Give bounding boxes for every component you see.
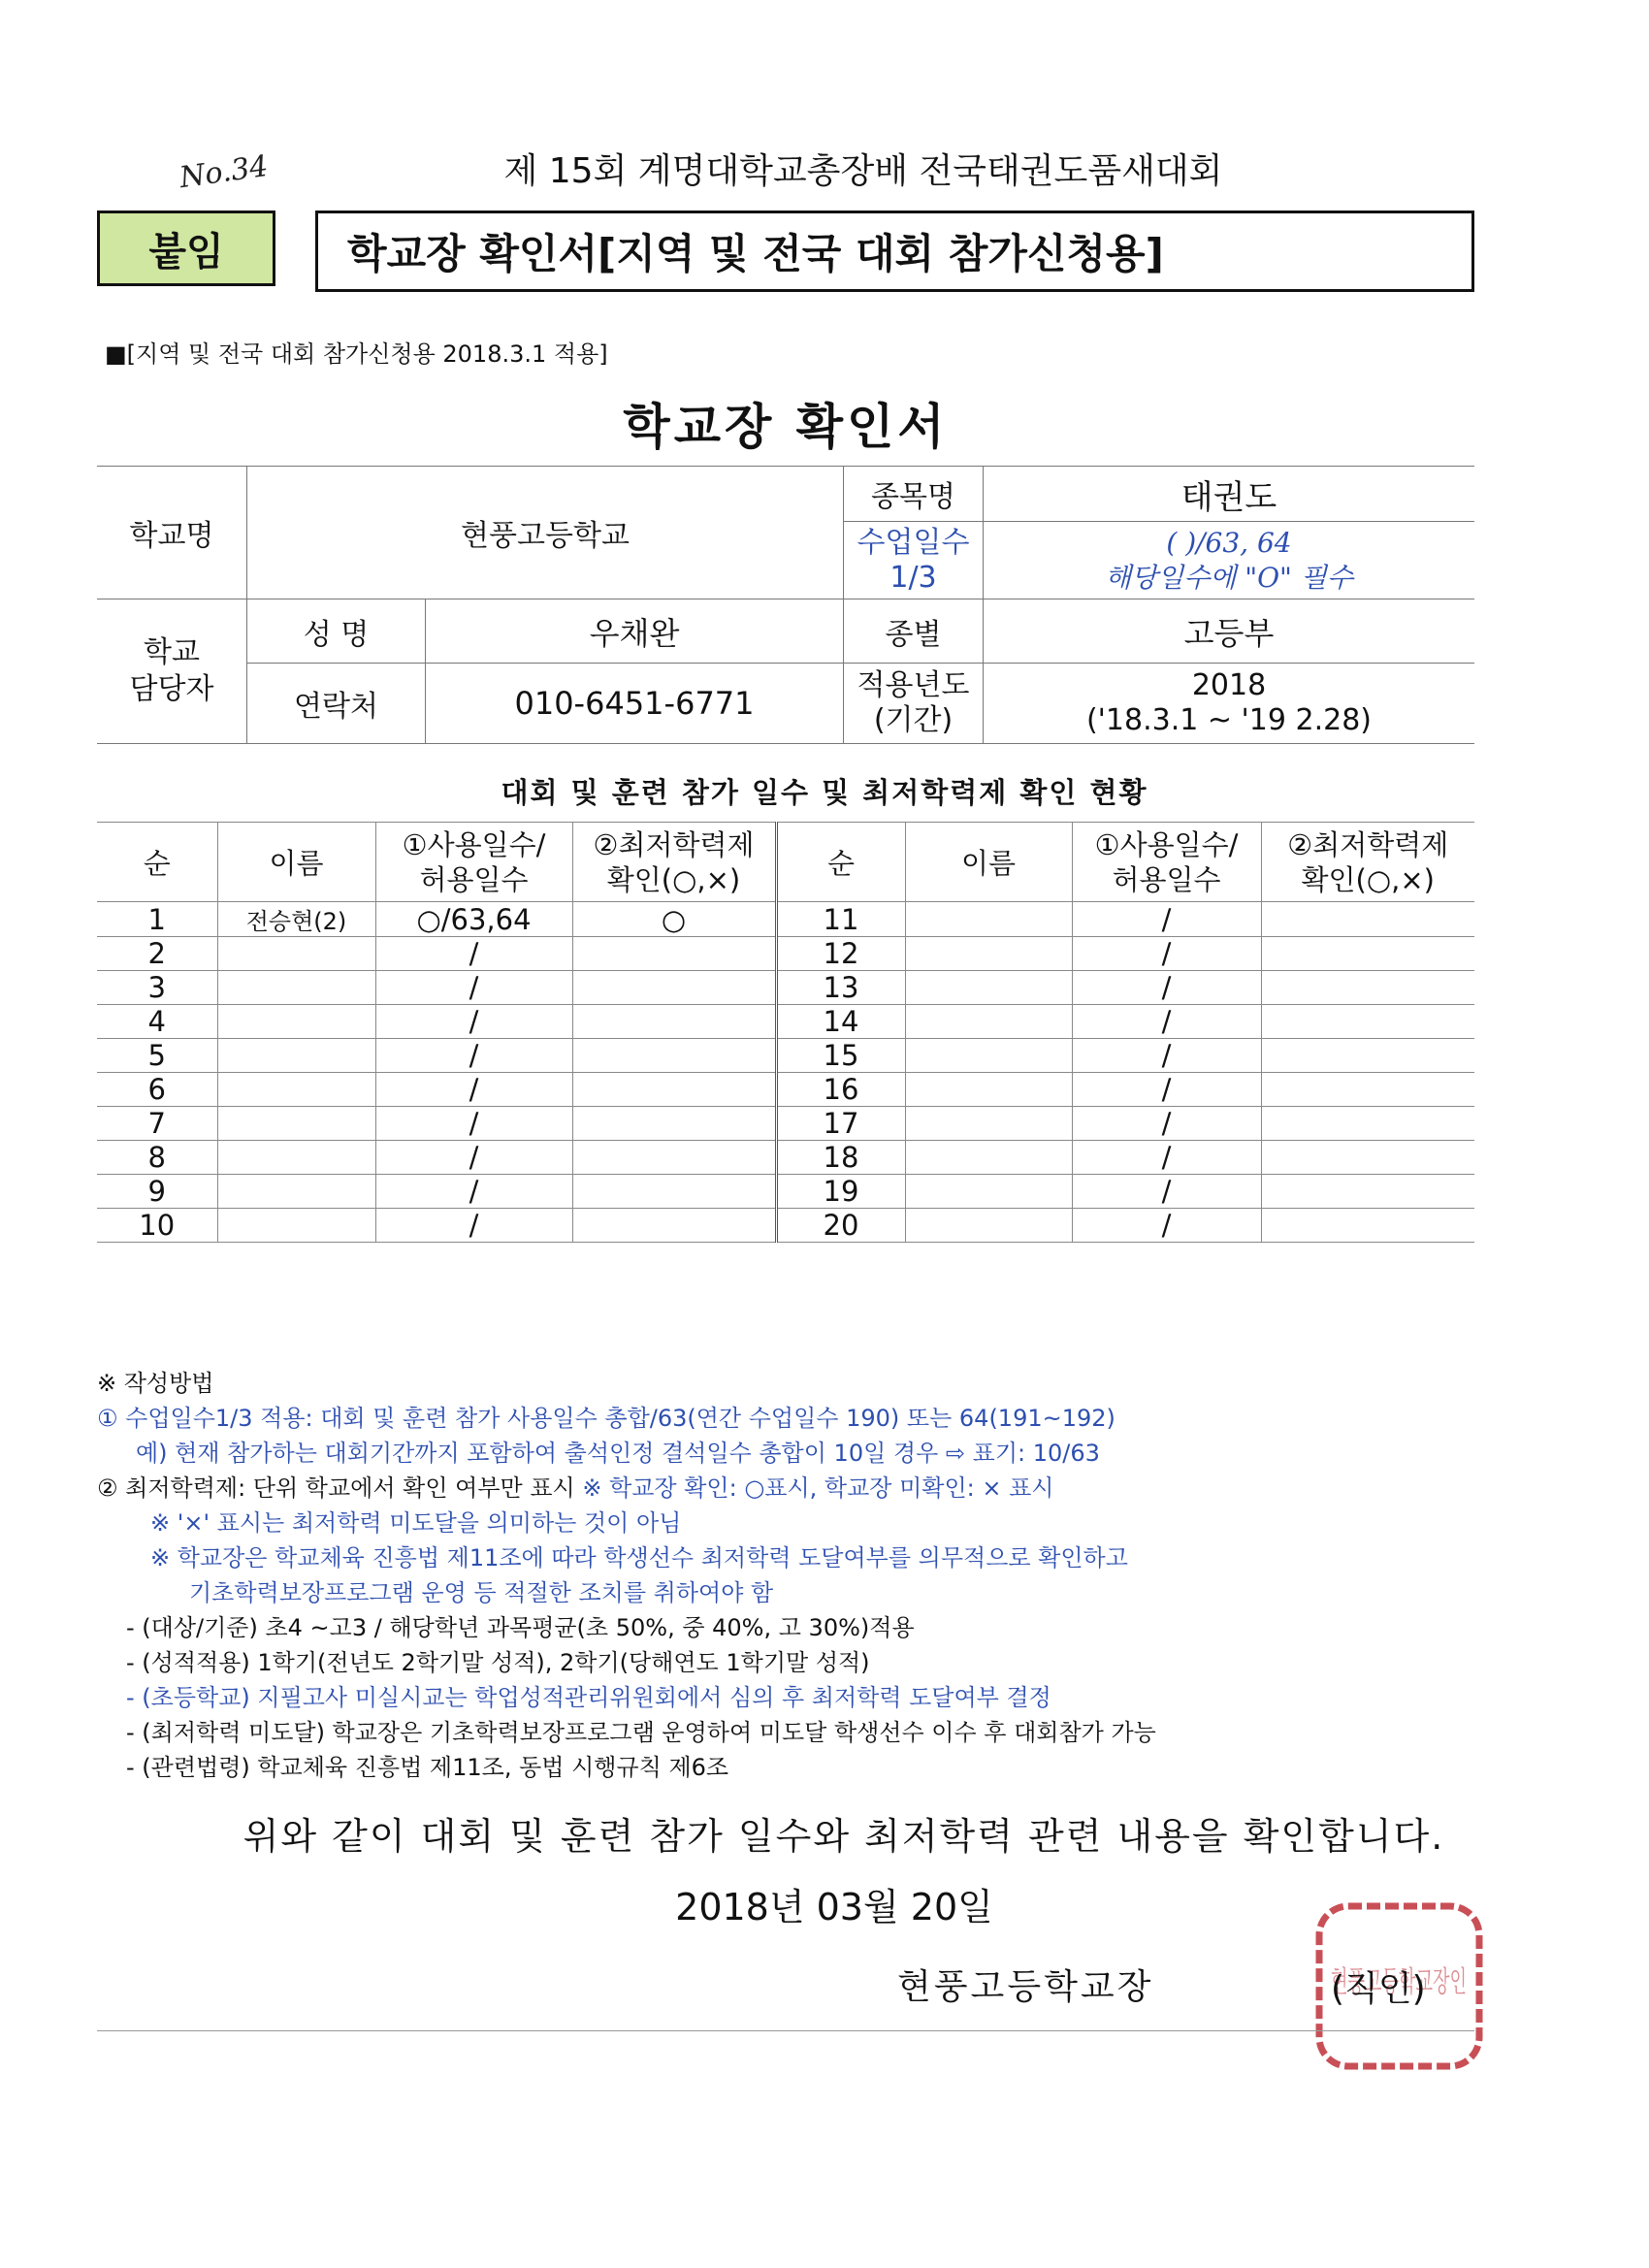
guide-note-1a: ① 수업일수1/3 적용: 대회 및 훈련 참가 사용일수 총합/63(연간 수업일수 190) 또는 64(191~192) [97,1405,1116,1432]
cell-name [905,1107,1072,1141]
category-value: 고등부 [984,599,1475,664]
cell-days: / [375,1141,572,1175]
cell-days: / [1072,1107,1261,1141]
cell-check [572,937,776,971]
cell-days: / [375,971,572,1005]
table-header-row [97,823,1474,902]
year-label: 적용년도 (기간) [844,664,984,744]
cell-name [217,1073,375,1107]
cell-name [905,1039,1072,1073]
cell-check: ○ [572,902,776,937]
info-table [97,466,1474,744]
cell-no: 19 [776,1175,905,1209]
cell-days: / [1072,937,1261,971]
cell-days: / [1072,902,1261,937]
name-value: 우채완 [589,614,680,652]
header-name: 이름 [217,823,375,902]
cell-days: / [375,1175,572,1209]
cell-days: / [1072,1175,1261,1209]
header-days: ①사용일수/ 허용일수 [1072,823,1261,902]
table-row [97,937,1474,971]
cell-name [905,1175,1072,1209]
seal-label: (직인) [1331,1969,1426,2009]
cell-no: 12 [776,937,905,971]
cell-check [1261,902,1474,937]
cell-no: 3 [97,971,217,1005]
guide-heading: ※ 작성방법 [97,1370,214,1397]
cell-days: / [375,1209,572,1243]
cell-name [217,1141,375,1175]
guide-note-2a: ② 최저학력제: 단위 학교에서 확인 여부만 표시 ※ 학교장 확인: ○표시, 학교장 미확인: × 표시 [97,1474,1054,1502]
cell-name [905,1209,1072,1243]
cell-check [572,1073,776,1107]
header-no: 순 [776,823,905,902]
cell-no: 9 [97,1175,217,1209]
cell-days: / [1072,1039,1261,1073]
table-row [97,1209,1474,1243]
cell-check [1261,1005,1474,1039]
cell-days: / [1072,1005,1261,1039]
document-date: 2018년 03월 20일 [675,1886,993,1928]
seal-text: 현풍고등학교장인 [1331,1965,1467,1999]
name-row [247,599,844,664]
cell-check [1261,971,1474,1005]
sport-value: 태권도 [984,467,1475,522]
table-row [97,1141,1474,1175]
document-title: 학교장 확인서[지역 및 전국 대회 참가신청용] [315,211,1474,292]
contact-row [247,664,844,744]
cell-no: 4 [97,1005,217,1039]
cell-no: 13 [776,971,905,1005]
confirmation-statement: 위와 같이 대회 및 훈련 참가 일수와 최저학력 관련 내용을 확인합니다. [242,1815,1445,1858]
guide-detail-4: - (최저학력 미도달) 학교장은 기초학력보장프로그램 운영하여 미도달 학생선수 이수 후 대회참가 가능 [126,1719,1156,1746]
table-row [97,1175,1474,1209]
manager-label: 학교 담당자 [97,599,247,744]
cell-no: 6 [97,1073,217,1107]
cell-days: ○/63,64 [375,902,572,937]
handwritten-number: No.34 [178,148,271,196]
cell-no: 20 [776,1209,905,1243]
principal-name: 현풍고등학교장 [897,1967,1154,2007]
cell-no: 15 [776,1039,905,1073]
guide-detail-1: - (대상/기준) 초4 ~고3 / 해당학년 과목평균(초 50%, 중 40%, 고 30%)적용 [126,1614,915,1641]
cell-check [1261,1039,1474,1073]
cell-days: / [375,1005,572,1039]
cell-days: / [1072,1141,1261,1175]
cell-days: / [1072,971,1261,1005]
apply-note: ■[지역 및 전국 대회 참가신청용 2018.3.1 적용] [105,340,608,368]
guide-note-1b: 예) 현재 참가하는 대회기간까지 포함하여 출석인정 결석일수 총합이 10일 경우 ⇨ 표기: 10/63 [136,1440,1100,1467]
cell-name [905,1005,1072,1039]
writing-guide [97,1366,1494,1785]
category-label: 종별 [844,599,984,664]
class-days-label: 수업일수 1/3 [844,522,984,599]
cell-check [1261,1175,1474,1209]
cell-no: 10 [97,1209,217,1243]
cell-name [905,1073,1072,1107]
guide-note-2d: 기초학력보장프로그램 운영 등 적절한 조치를 취하여야 함 [189,1579,774,1606]
guide-detail-3: - (초등학교) 지필고사 미실시교는 학업성적관리위원회에서 심의 후 최저학력 도달여부 결정 [126,1684,1051,1711]
cell-name [905,902,1072,937]
attachment-badge: 붙임 [97,211,275,286]
cell-name [217,1209,375,1243]
cell-no: 16 [776,1073,905,1107]
school-value: 현풍고등학교 [247,467,844,599]
cell-days: / [375,1073,572,1107]
cell-check [572,971,776,1005]
cell-no: 8 [97,1141,217,1175]
cell-no: 5 [97,1039,217,1073]
cell-check [1261,1209,1474,1243]
class-days-value: ( )/63, 64 해당일수에 "O" 필수 [984,522,1475,599]
year-value: 2018 ('18.3.1 ~ '19 2.28) [984,664,1475,744]
cell-check [572,1209,776,1243]
table-row [97,1005,1474,1039]
cell-check [1261,1141,1474,1175]
guide-note-2c: ※ 학교장은 학교체육 진흥법 제11조에 따라 학생선수 최저학력 도달여부를 의무적으로 확인하고 [150,1544,1128,1571]
contact-value: 010-6451-6771 [514,685,755,722]
section-title: 대회 및 훈련 참가 일수 및 최저학력제 확인 현황 [501,776,1148,809]
cell-days: / [375,937,572,971]
guide-detail-5: - (관련법령) 학교체육 진흥법 제11조, 동법 시행규칙 제6조 [126,1754,729,1781]
cell-no: 2 [97,937,217,971]
name-label: 성 명 [247,599,426,663]
header-name: 이름 [905,823,1072,902]
cell-name [217,971,375,1005]
cell-name [217,1175,375,1209]
cell-check [572,1039,776,1073]
guide-detail-2: - (성적적용) 1학기(전년도 2학기말 성적), 2학기(당해연도 1학기말 성적) [126,1649,870,1676]
table-row [97,1073,1474,1107]
cell-check [1261,1073,1474,1107]
school-label: 학교명 [97,467,247,599]
cell-no: 14 [776,1005,905,1039]
event-title: 제 15회 계명대학교총장배 전국태권도품새대회 [503,151,1223,191]
cell-name [905,971,1072,1005]
cell-name [217,937,375,971]
cell-check [1261,1107,1474,1141]
cell-name [217,1039,375,1073]
cell-name [217,1107,375,1141]
cell-no: 1 [97,902,217,937]
guide-note-2b: ※ '×' 표시는 최저학력 미도달을 의미하는 것이 아님 [150,1509,682,1537]
cell-check [1261,937,1474,971]
sport-label: 종목명 [844,467,984,522]
cell-check [572,1107,776,1141]
bottom-divider [97,2030,1474,2031]
header-days: ①사용일수/ 허용일수 [375,823,572,902]
cell-no: 11 [776,902,905,937]
cell-check [572,1175,776,1209]
cell-name [905,1141,1072,1175]
cell-days: / [375,1107,572,1141]
cell-no: 7 [97,1107,217,1141]
header-no: 순 [97,823,217,902]
table-row [97,1107,1474,1141]
header-check: ②최저학력제 확인(○,×) [572,823,776,902]
cell-no: 18 [776,1141,905,1175]
participation-table [97,822,1474,1243]
cell-days: / [375,1039,572,1073]
header-check: ②최저학력제 확인(○,×) [1261,823,1474,902]
table-row [97,1039,1474,1073]
table-row [97,902,1474,937]
cell-name [217,1005,375,1039]
main-title: 학교장 확인서 [623,399,949,455]
cell-check [572,1141,776,1175]
cell-days: / [1072,1073,1261,1107]
cell-name: 전승현(2) [217,902,375,937]
cell-name [905,937,1072,971]
cell-no: 17 [776,1107,905,1141]
contact-label: 연락처 [247,664,426,743]
table-row [97,971,1474,1005]
cell-days: / [1072,1209,1261,1243]
cell-check [572,1005,776,1039]
